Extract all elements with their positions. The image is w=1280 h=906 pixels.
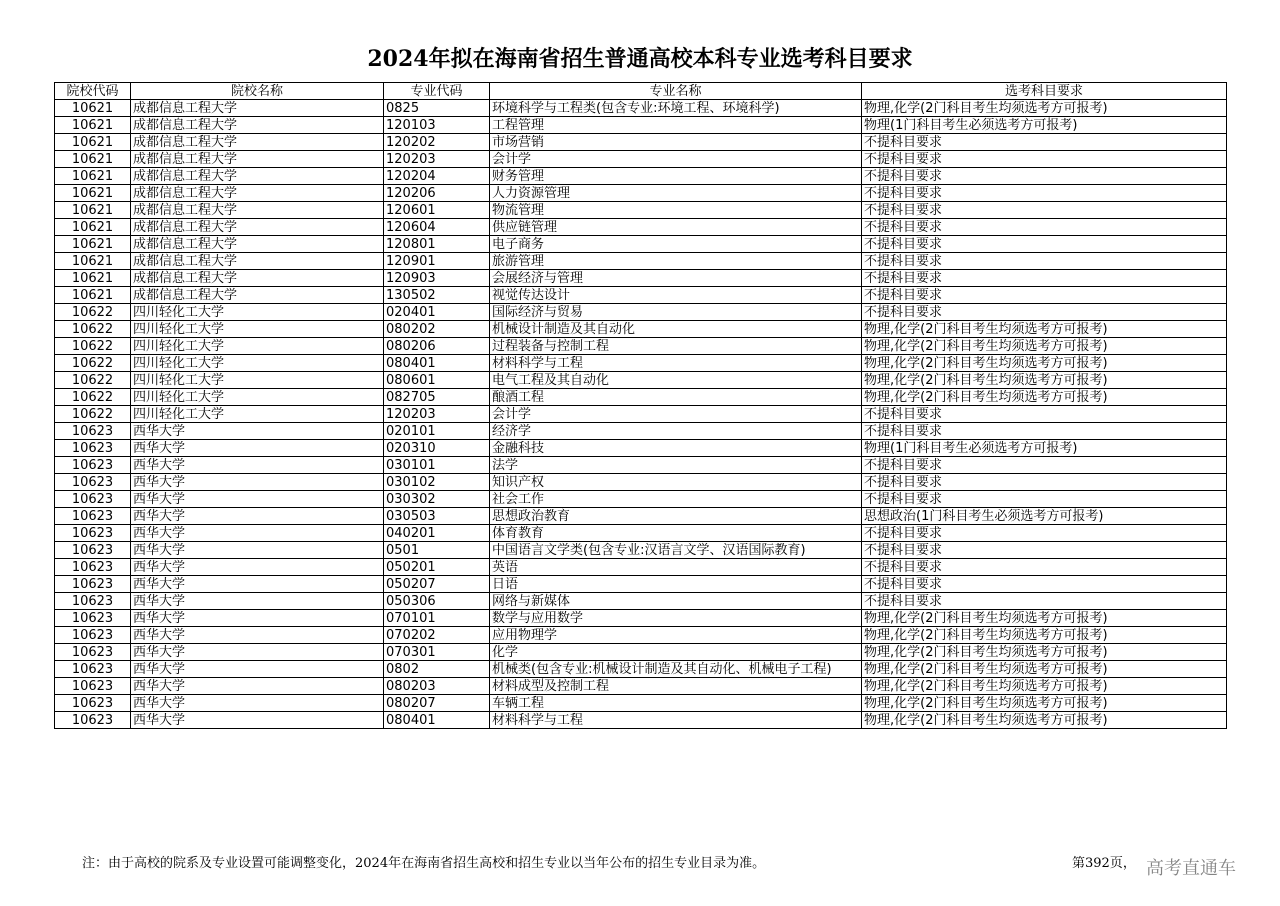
cell-school-code: 10621	[55, 134, 131, 151]
cell-major-code: 120203	[384, 406, 490, 423]
table-row	[55, 338, 1227, 355]
header-major-name: 专业名称	[490, 83, 862, 100]
cell-school-code: 10621	[55, 236, 131, 253]
cell-school-code: 10623	[55, 678, 131, 695]
cell-major-code: 120103	[384, 117, 490, 134]
cell-major-code: 030102	[384, 474, 490, 491]
cell-major-code: 080203	[384, 678, 490, 695]
table-row	[55, 678, 1227, 695]
cell-school-name: 成都信息工程大学	[131, 270, 384, 287]
cell-major-name: 人力资源管理	[490, 185, 862, 202]
cell-major-code: 040201	[384, 525, 490, 542]
table-row	[55, 151, 1227, 168]
cell-school-name: 西华大学	[131, 695, 384, 712]
cell-subject-requirement: 不提科目要求	[862, 474, 1227, 491]
table-row	[55, 457, 1227, 474]
cell-major-code: 120206	[384, 185, 490, 202]
header-subject-requirement: 选考科目要求	[862, 83, 1227, 100]
cell-school-code: 10622	[55, 355, 131, 372]
cell-subject-requirement: 不提科目要求	[862, 151, 1227, 168]
cell-school-name: 西华大学	[131, 440, 384, 457]
cell-major-name: 电子商务	[490, 236, 862, 253]
cell-school-name: 成都信息工程大学	[131, 117, 384, 134]
table-row	[55, 644, 1227, 661]
cell-major-name: 材料科学与工程	[490, 355, 862, 372]
cell-major-name: 视觉传达设计	[490, 287, 862, 304]
cell-major-name: 知识产权	[490, 474, 862, 491]
cell-school-code: 10623	[55, 695, 131, 712]
table-row	[55, 610, 1227, 627]
cell-major-code: 120204	[384, 168, 490, 185]
cell-major-name: 数学与应用数学	[490, 610, 862, 627]
cell-school-name: 西华大学	[131, 644, 384, 661]
cell-subject-requirement: 不提科目要求	[862, 406, 1227, 423]
table-row	[55, 661, 1227, 678]
cell-major-name: 法学	[490, 457, 862, 474]
cell-school-name: 四川轻化工大学	[131, 389, 384, 406]
cell-major-name: 网络与新媒体	[490, 593, 862, 610]
cell-major-name: 应用物理学	[490, 627, 862, 644]
cell-major-code: 0501	[384, 542, 490, 559]
cell-subject-requirement: 物理(1门科目考生必须选考方可报考)	[862, 117, 1227, 134]
header-school-name: 院校名称	[131, 83, 384, 100]
table-row	[55, 593, 1227, 610]
cell-school-code: 10623	[55, 491, 131, 508]
cell-school-code: 10621	[55, 219, 131, 236]
cell-school-name: 四川轻化工大学	[131, 338, 384, 355]
cell-major-name: 供应链管理	[490, 219, 862, 236]
cell-major-code: 080601	[384, 372, 490, 389]
table-row	[55, 406, 1227, 423]
cell-school-code: 10621	[55, 202, 131, 219]
cell-major-code: 030101	[384, 457, 490, 474]
cell-major-name: 过程装备与控制工程	[490, 338, 862, 355]
cell-major-code: 050306	[384, 593, 490, 610]
cell-school-name: 四川轻化工大学	[131, 321, 384, 338]
table-row	[55, 576, 1227, 593]
cell-major-name: 经济学	[490, 423, 862, 440]
cell-major-code: 120604	[384, 219, 490, 236]
cell-school-name: 西华大学	[131, 627, 384, 644]
cell-major-name: 材料成型及控制工程	[490, 678, 862, 695]
cell-school-code: 10623	[55, 508, 131, 525]
cell-subject-requirement: 不提科目要求	[862, 525, 1227, 542]
cell-school-code: 10623	[55, 457, 131, 474]
table-row	[55, 389, 1227, 406]
table-row	[55, 542, 1227, 559]
cell-major-code: 080206	[384, 338, 490, 355]
cell-subject-requirement: 思想政治(1门科目考生必须选考方可报考)	[862, 508, 1227, 525]
table-row	[55, 355, 1227, 372]
cell-subject-requirement: 物理,化学(2门科目考生均须选考方可报考)	[862, 321, 1227, 338]
cell-subject-requirement: 物理,化学(2门科目考生均须选考方可报考)	[862, 644, 1227, 661]
cell-major-code: 120601	[384, 202, 490, 219]
table-header-row	[55, 83, 1227, 100]
cell-major-code: 080401	[384, 355, 490, 372]
cell-subject-requirement: 物理,化学(2门科目考生均须选考方可报考)	[862, 678, 1227, 695]
cell-subject-requirement: 不提科目要求	[862, 287, 1227, 304]
cell-subject-requirement: 物理,化学(2门科目考生均须选考方可报考)	[862, 627, 1227, 644]
table-body	[55, 100, 1227, 729]
table-row	[55, 202, 1227, 219]
cell-major-name: 金融科技	[490, 440, 862, 457]
table-row	[55, 253, 1227, 270]
cell-major-name: 旅游管理	[490, 253, 862, 270]
cell-school-name: 成都信息工程大学	[131, 287, 384, 304]
table-row	[55, 491, 1227, 508]
cell-major-name: 社会工作	[490, 491, 862, 508]
cell-subject-requirement: 不提科目要求	[862, 185, 1227, 202]
cell-school-code: 10623	[55, 593, 131, 610]
cell-school-name: 西华大学	[131, 525, 384, 542]
cell-school-code: 10621	[55, 185, 131, 202]
cell-subject-requirement: 不提科目要求	[862, 253, 1227, 270]
cell-major-name: 材料科学与工程	[490, 712, 862, 729]
table-row	[55, 712, 1227, 729]
cell-school-name: 西华大学	[131, 457, 384, 474]
cell-subject-requirement: 不提科目要求	[862, 542, 1227, 559]
header-school-code: 院校代码	[55, 83, 131, 100]
cell-school-name: 四川轻化工大学	[131, 355, 384, 372]
cell-subject-requirement: 不提科目要求	[862, 202, 1227, 219]
cell-major-name: 物流管理	[490, 202, 862, 219]
table-row	[55, 236, 1227, 253]
cell-subject-requirement: 不提科目要求	[862, 457, 1227, 474]
table-row	[55, 508, 1227, 525]
cell-school-code: 10623	[55, 644, 131, 661]
table-row	[55, 321, 1227, 338]
cell-school-name: 成都信息工程大学	[131, 253, 384, 270]
cell-school-name: 成都信息工程大学	[131, 100, 384, 117]
cell-school-name: 西华大学	[131, 559, 384, 576]
cell-major-code: 120202	[384, 134, 490, 151]
cell-major-name: 日语	[490, 576, 862, 593]
cell-major-code: 030503	[384, 508, 490, 525]
table-row	[55, 474, 1227, 491]
cell-school-code: 10623	[55, 661, 131, 678]
cell-subject-requirement: 物理,化学(2门科目考生均须选考方可报考)	[862, 338, 1227, 355]
cell-major-code: 050207	[384, 576, 490, 593]
table-row	[55, 185, 1227, 202]
cell-school-code: 10623	[55, 525, 131, 542]
cell-major-name: 电气工程及其自动化	[490, 372, 862, 389]
cell-subject-requirement: 不提科目要求	[862, 219, 1227, 236]
cell-school-code: 10622	[55, 338, 131, 355]
cell-school-name: 成都信息工程大学	[131, 236, 384, 253]
cell-major-code: 020310	[384, 440, 490, 457]
cell-major-code: 070202	[384, 627, 490, 644]
table-row	[55, 168, 1227, 185]
page-number: 第392页，	[1072, 856, 1136, 871]
cell-major-name: 国际经济与贸易	[490, 304, 862, 321]
cell-school-code: 10621	[55, 168, 131, 185]
cell-school-name: 西华大学	[131, 593, 384, 610]
cell-school-name: 西华大学	[131, 678, 384, 695]
cell-major-name: 车辆工程	[490, 695, 862, 712]
cell-major-code: 030302	[384, 491, 490, 508]
footnote: 注：由于高校的院系及专业设置可能调整变化，2024年在海南省招生高校和招生专业以当年公布的招生专业目录为准。	[82, 856, 766, 871]
cell-subject-requirement: 物理(1门科目考生必须选考方可报考)	[862, 440, 1227, 457]
cell-school-code: 10623	[55, 423, 131, 440]
cell-school-name: 成都信息工程大学	[131, 151, 384, 168]
cell-school-code: 10621	[55, 151, 131, 168]
cell-subject-requirement: 物理,化学(2门科目考生均须选考方可报考)	[862, 610, 1227, 627]
cell-major-code: 020401	[384, 304, 490, 321]
cell-school-code: 10622	[55, 372, 131, 389]
cell-school-name: 西华大学	[131, 712, 384, 729]
cell-major-code: 120903	[384, 270, 490, 287]
cell-subject-requirement: 物理,化学(2门科目考生均须选考方可报考)	[862, 661, 1227, 678]
cell-major-code: 080207	[384, 695, 490, 712]
table-row	[55, 559, 1227, 576]
cell-school-code: 10623	[55, 440, 131, 457]
cell-major-code: 050201	[384, 559, 490, 576]
cell-major-code: 130502	[384, 287, 490, 304]
cell-school-code: 10621	[55, 100, 131, 117]
cell-school-code: 10623	[55, 542, 131, 559]
cell-major-name: 工程管理	[490, 117, 862, 134]
cell-subject-requirement: 不提科目要求	[862, 168, 1227, 185]
cell-school-code: 10622	[55, 304, 131, 321]
cell-major-code: 120901	[384, 253, 490, 270]
cell-school-name: 成都信息工程大学	[131, 168, 384, 185]
table-row	[55, 100, 1227, 117]
cell-school-name: 西华大学	[131, 542, 384, 559]
cell-major-code: 0825	[384, 100, 490, 117]
cell-school-name: 西华大学	[131, 474, 384, 491]
cell-school-code: 10621	[55, 287, 131, 304]
cell-subject-requirement: 不提科目要求	[862, 134, 1227, 151]
cell-major-name: 会计学	[490, 151, 862, 168]
cell-school-name: 四川轻化工大学	[131, 406, 384, 423]
cell-major-name: 财务管理	[490, 168, 862, 185]
cell-subject-requirement: 物理,化学(2门科目考生均须选考方可报考)	[862, 695, 1227, 712]
cell-subject-requirement: 物理,化学(2门科目考生均须选考方可报考)	[862, 355, 1227, 372]
page-title: 2024年拟在海南省招生普通高校本科专业选考科目要求	[367, 46, 913, 72]
cell-subject-requirement: 不提科目要求	[862, 576, 1227, 593]
cell-school-code: 10623	[55, 712, 131, 729]
cell-school-name: 成都信息工程大学	[131, 134, 384, 151]
cell-school-name: 四川轻化工大学	[131, 372, 384, 389]
table-row	[55, 134, 1227, 151]
cell-major-name: 英语	[490, 559, 862, 576]
cell-school-code: 10621	[55, 117, 131, 134]
table-row	[55, 525, 1227, 542]
cell-school-code: 10623	[55, 610, 131, 627]
cell-major-code: 120203	[384, 151, 490, 168]
cell-school-code: 10622	[55, 406, 131, 423]
cell-subject-requirement: 不提科目要求	[862, 593, 1227, 610]
cell-major-code: 070101	[384, 610, 490, 627]
cell-major-code: 120801	[384, 236, 490, 253]
cell-school-code: 10623	[55, 559, 131, 576]
table-row	[55, 270, 1227, 287]
cell-major-name: 中国语言文学类(包含专业:汉语言文学、汉语国际教育)	[490, 542, 862, 559]
cell-school-code: 10621	[55, 253, 131, 270]
cell-major-code: 082705	[384, 389, 490, 406]
cell-subject-requirement: 不提科目要求	[862, 491, 1227, 508]
cell-subject-requirement: 物理,化学(2门科目考生均须选考方可报考)	[862, 712, 1227, 729]
watermark-logo: 高考直通车	[1146, 858, 1236, 879]
cell-major-name: 酿酒工程	[490, 389, 862, 406]
table-row	[55, 117, 1227, 134]
cell-school-name: 成都信息工程大学	[131, 219, 384, 236]
cell-school-name: 成都信息工程大学	[131, 202, 384, 219]
table-row	[55, 423, 1227, 440]
cell-major-name: 会展经济与管理	[490, 270, 862, 287]
cell-school-name: 西华大学	[131, 610, 384, 627]
cell-school-code: 10622	[55, 321, 131, 338]
cell-major-name: 思想政治教育	[490, 508, 862, 525]
cell-school-name: 西华大学	[131, 576, 384, 593]
cell-school-code: 10622	[55, 389, 131, 406]
cell-major-name: 化学	[490, 644, 862, 661]
cell-major-name: 会计学	[490, 406, 862, 423]
cell-school-code: 10623	[55, 576, 131, 593]
cell-subject-requirement: 不提科目要求	[862, 304, 1227, 321]
table-row	[55, 287, 1227, 304]
cell-school-name: 成都信息工程大学	[131, 185, 384, 202]
cell-school-name: 西华大学	[131, 661, 384, 678]
cell-major-code: 070301	[384, 644, 490, 661]
table-row	[55, 627, 1227, 644]
cell-major-name: 环境科学与工程类(包含专业:环境工程、环境科学)	[490, 100, 862, 117]
table-row	[55, 372, 1227, 389]
cell-subject-requirement: 物理,化学(2门科目考生均须选考方可报考)	[862, 100, 1227, 117]
cell-school-code: 10621	[55, 270, 131, 287]
cell-subject-requirement: 不提科目要求	[862, 423, 1227, 440]
cell-major-name: 市场营销	[490, 134, 862, 151]
cell-major-name: 体育教育	[490, 525, 862, 542]
cell-major-code: 080401	[384, 712, 490, 729]
cell-subject-requirement: 不提科目要求	[862, 270, 1227, 287]
cell-major-code: 0802	[384, 661, 490, 678]
cell-school-name: 四川轻化工大学	[131, 304, 384, 321]
cell-school-name: 西华大学	[131, 423, 384, 440]
cell-school-code: 10623	[55, 474, 131, 491]
cell-major-code: 020101	[384, 423, 490, 440]
cell-school-code: 10623	[55, 627, 131, 644]
table-row	[55, 304, 1227, 321]
cell-major-code: 080202	[384, 321, 490, 338]
cell-school-name: 西华大学	[131, 491, 384, 508]
cell-subject-requirement: 物理,化学(2门科目考生均须选考方可报考)	[862, 389, 1227, 406]
cell-major-name: 机械设计制造及其自动化	[490, 321, 862, 338]
table-row	[55, 440, 1227, 457]
cell-subject-requirement: 不提科目要求	[862, 559, 1227, 576]
cell-subject-requirement: 不提科目要求	[862, 236, 1227, 253]
cell-school-name: 西华大学	[131, 508, 384, 525]
cell-subject-requirement: 物理,化学(2门科目考生均须选考方可报考)	[862, 372, 1227, 389]
table-row	[55, 219, 1227, 236]
header-major-code: 专业代码	[384, 83, 490, 100]
table-row	[55, 695, 1227, 712]
requirements-table	[54, 82, 1227, 729]
cell-major-name: 机械类(包含专业:机械设计制造及其自动化、机械电子工程)	[490, 661, 862, 678]
